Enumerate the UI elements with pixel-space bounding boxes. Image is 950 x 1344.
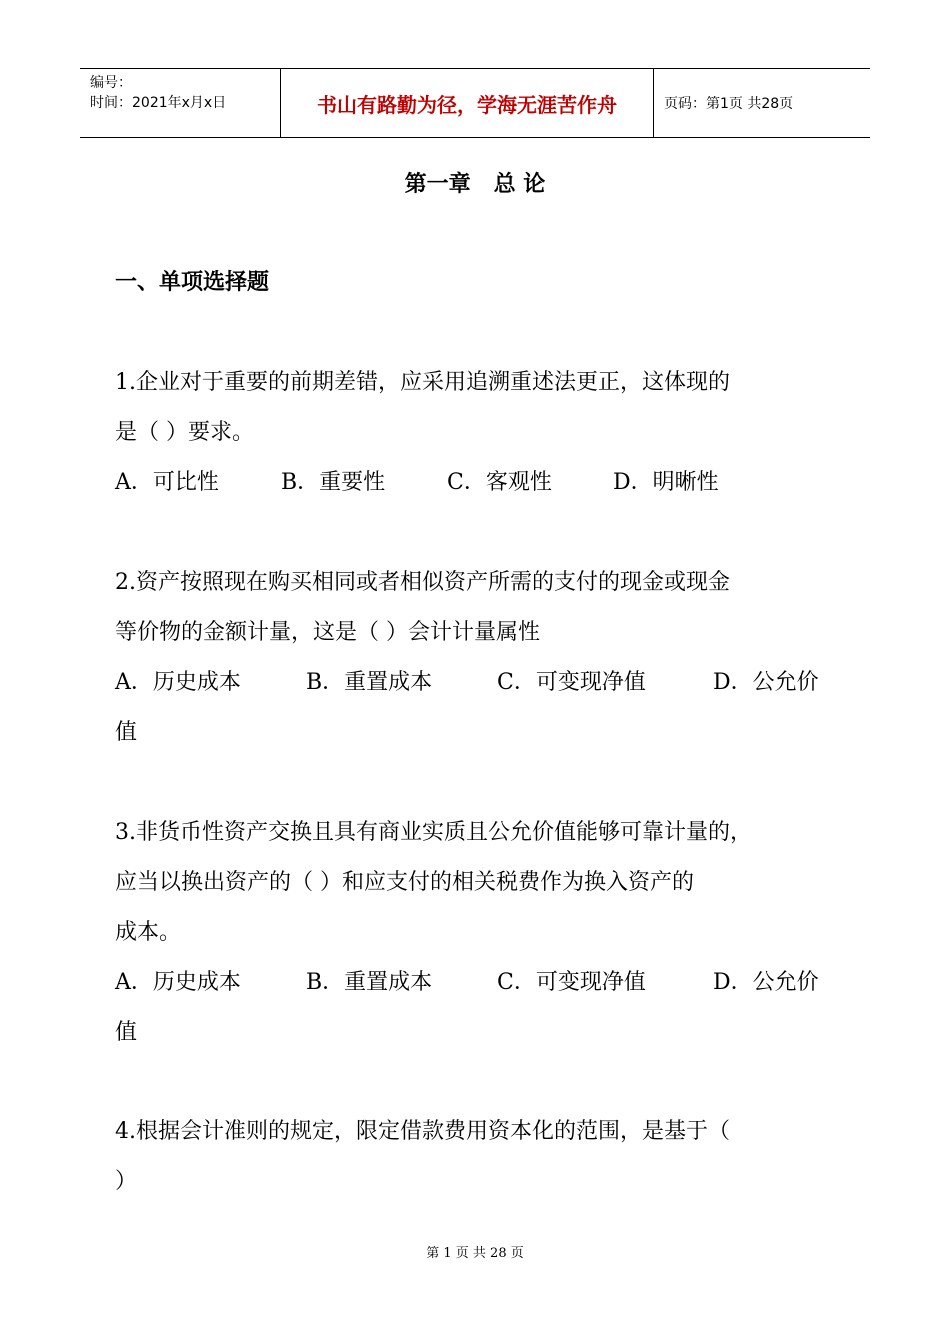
- question-text-line: 2.资产按照现在购买相同或者相似资产所需的支付的现金或现金: [115, 570, 730, 595]
- question-text-line: 4.根据会计准则的规定，限定借款费用资本化的范围，是基于（: [115, 1119, 730, 1144]
- option-a: A．可比性: [115, 470, 219, 495]
- header-motto: 书山有路勤为径，学海无涯苦作舟: [281, 69, 654, 137]
- answer-options: [115, 458, 845, 508]
- answer-options: [115, 658, 845, 708]
- answer-options: [115, 958, 845, 1008]
- question-text-line: 3.非货币性资产交换且具有商业实质且公允价值能够可靠计量的，: [115, 820, 752, 845]
- header-page-info: 页码：第1页 共28页: [664, 96, 794, 112]
- option-b: B．重要性: [281, 470, 386, 495]
- option-d: D．公允价: [713, 970, 819, 995]
- section-title: 一、单项选择题: [115, 270, 270, 295]
- question-4: [115, 1107, 845, 1207]
- option-c: C．可变现净值: [497, 970, 646, 995]
- option-d: D．明晰性: [613, 470, 719, 495]
- question-1: [115, 358, 845, 508]
- option-d-continuation: 值: [115, 1020, 138, 1045]
- option-b: B．重置成本: [306, 670, 433, 695]
- document-number-label: 编号：: [90, 75, 132, 91]
- page-header: [80, 68, 870, 138]
- question-text-line: 等价物的金额计量，这是（ ）会计计量属性: [115, 620, 540, 645]
- document-time-label: 时间：2021年x月x日: [90, 95, 227, 111]
- option-d: D．公允价: [713, 670, 819, 695]
- chapter-title: 第一章 总 论: [404, 172, 546, 197]
- question-text-line: 成本。: [115, 920, 182, 945]
- question-text-line: 是（ ）要求。: [115, 420, 254, 445]
- question-text-line: 1.企业对于重要的前期差错，应采用追溯重述法更正，这体现的: [115, 370, 730, 395]
- option-a: A．历史成本: [115, 670, 241, 695]
- option-c: C．客观性: [447, 470, 552, 495]
- question-text-line: 应当以换出资产的（ ）和应支付的相关税费作为换入资产的: [115, 870, 694, 895]
- option-a: A．历史成本: [115, 970, 241, 995]
- question-3: [115, 808, 845, 1058]
- question-text-line: ）: [115, 1169, 138, 1194]
- option-d-continuation: 值: [115, 720, 138, 745]
- page-footer: 第 1 页 共 28 页: [426, 1246, 524, 1261]
- header-meta: [80, 69, 281, 137]
- option-c: C．可变现净值: [497, 670, 646, 695]
- option-b: B．重置成本: [306, 970, 433, 995]
- question-2: [115, 558, 845, 758]
